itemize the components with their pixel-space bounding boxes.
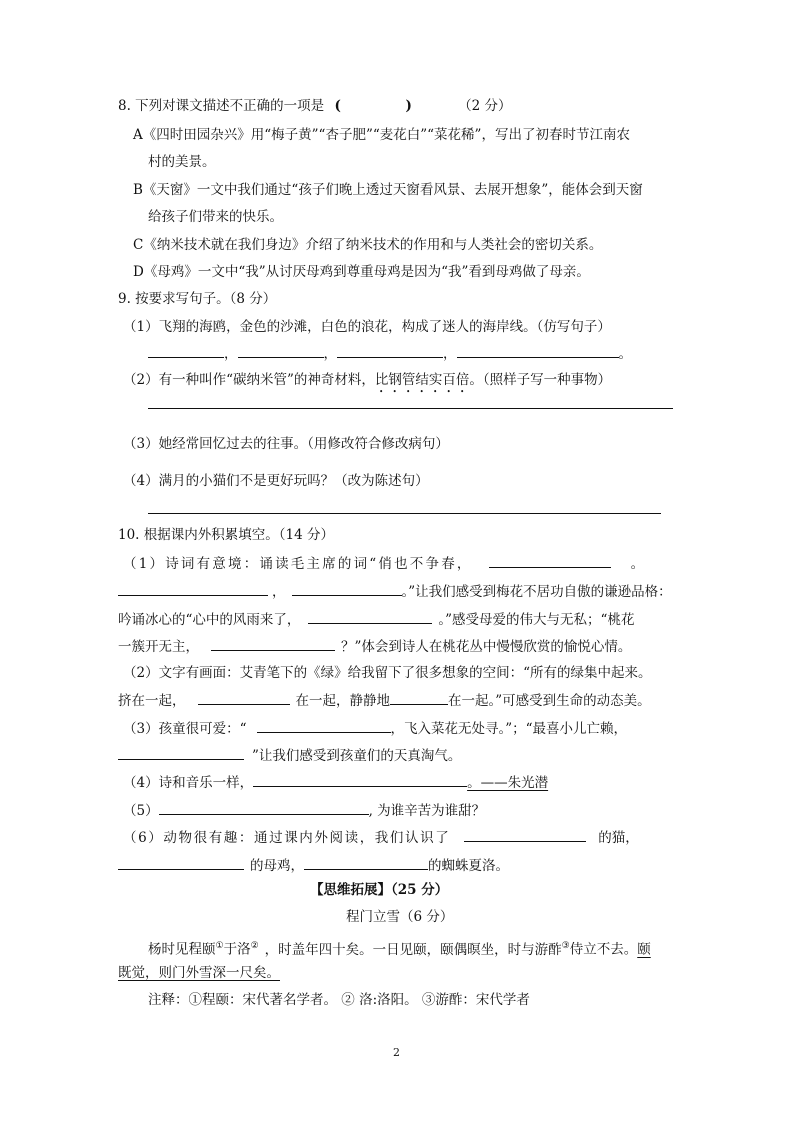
- q9-s1-comma: ，: [323, 346, 337, 362]
- q9-s1-comma: ，: [224, 346, 238, 362]
- q10-p2-blank-2[interactable]: [390, 690, 448, 705]
- q10-p3-line2: [118, 745, 461, 766]
- q9-s1-period: 。: [618, 346, 632, 362]
- q9-s1-answer-line: [148, 343, 632, 364]
- q9-s1-blank-4[interactable]: [457, 343, 619, 358]
- q8-option-d: D《母鸡》一文中“我”从讨厌母鸡到尊重母鸡是因为“我”看到母鸡做了母亲。: [133, 264, 590, 280]
- q9-s1-blank-1[interactable]: [148, 343, 224, 358]
- q10-p4-line: [123, 772, 548, 793]
- q8-option-b-line1: B《天窗》一文中我们通过“孩子们晚上透过天窗看风景、去展开想象”，能体会到天窗: [133, 182, 643, 198]
- q9-s2-prefix: （2）有一种叫作“碳纳米管”的神奇材料，: [123, 372, 375, 388]
- q9-s3-prompt: （3）她经常回忆过去的往事。（用修改符合修改病句）: [123, 436, 449, 452]
- q8-stem-line: [118, 96, 512, 116]
- q10-p5-text: （5）: [123, 803, 159, 819]
- q9-s2-answer-line[interactable]: [148, 408, 673, 409]
- q8-option-c: C《纳米技术就在我们身边》介绍了纳米技术的作用和与人类社会的密切关系。: [133, 237, 603, 253]
- page-number: 2: [393, 1046, 400, 1059]
- q9-s2-dotted-phrase: 比钢管结实百倍: [374, 372, 470, 388]
- q10-p6-text: （6）动物很有趣：通过课内外阅读，我们认识了: [123, 830, 451, 846]
- q10-p1-line1: [123, 553, 644, 574]
- q9-title: 9. 按要求写句子。（8 分）: [118, 291, 277, 307]
- q10-p3-blank-1[interactable]: [257, 718, 391, 733]
- q10-p3-text: ”让我们感受到孩童们的天真淘气。: [252, 748, 462, 764]
- footnote-marker: ①: [215, 941, 224, 951]
- q10-p6-text: 的猫，: [598, 830, 639, 846]
- q10-p1-period: 。: [630, 556, 645, 572]
- q10-p1-blank-4[interactable]: [308, 609, 432, 624]
- q8-option-a-line2: 村的美景。: [148, 154, 216, 170]
- q10-p4-blank[interactable]: [253, 772, 467, 787]
- passage-underlined-text: 既觉，则门外雪深一尺矣。: [118, 965, 280, 981]
- q10-p5-text: , 为谁辛苦为谁甜？: [368, 803, 486, 819]
- passage-line2: [118, 963, 280, 983]
- q10-p2-line2: [118, 690, 651, 711]
- q9-s1-blank-2[interactable]: [238, 343, 324, 358]
- q10-p3-text: ，飞入菜花无处寻。”；“最喜小儿亡赖，: [390, 721, 628, 737]
- q8-paren-close: ): [405, 98, 412, 114]
- q10-p1-line3: [118, 609, 634, 630]
- q10-p3-text: （3）孩童很可爱：“: [123, 721, 247, 737]
- section-title: 【思维拓展】（25 分）: [310, 882, 449, 898]
- q10-p1-comma: ，: [272, 584, 286, 600]
- q10-p1-line2: [118, 581, 672, 602]
- q9-s1-comma: ，: [443, 346, 457, 362]
- q10-p2-text: 在一起。”可感受到生命的动态美。: [448, 693, 651, 709]
- footnote-marker: ②: [250, 941, 259, 951]
- q9-s1-blank-3[interactable]: [337, 343, 443, 358]
- q8-score: （2 分）: [458, 98, 512, 114]
- q10-p1-text: 。”感受母爱的伟大与无私；“桃花: [438, 612, 635, 628]
- q10-p3-line1: [123, 718, 627, 739]
- q9-s2-prompt: [123, 370, 611, 396]
- passage-text: ，时盖年四十矣。一日见颐，颐偶暝坐，时与游酢: [264, 941, 562, 958]
- passage-notes: 注释：①程颐：宋代著名学者。 ② 洛:洛阳。 ③游酢：宋代学者: [148, 992, 530, 1008]
- q8-option-b-line2: 给孩子们带来的快乐。: [148, 209, 283, 225]
- q10-p6-blank-2[interactable]: [118, 855, 244, 870]
- q10-p3-blank-2[interactable]: [118, 745, 244, 760]
- q10-p2-line1: （2）文字有画面：艾青笔下的《绿》给我留下了很多想象的空间：“所有的绿集中起来。: [123, 665, 652, 681]
- q10-p6-text: 的蜘蛛夏洛。: [428, 858, 509, 874]
- q10-p1-blank-3[interactable]: [292, 581, 402, 596]
- passage-text: 侍立不去。: [569, 941, 638, 958]
- footnote-marker: ③: [561, 941, 570, 951]
- q8-paren-open: (: [334, 98, 341, 114]
- q10-p1-text: ？”体会到诗人在桃花丛中慢慢欣赏的愉悦心情。: [341, 639, 632, 655]
- passage-text: 杨时见程颐: [148, 941, 216, 958]
- q10-p1-text: 。”让我们感受到梅花不居功自傲的谦逊品格：: [401, 584, 672, 600]
- passage-underlined-text: 颐: [637, 941, 651, 958]
- q10-p6-blank-1[interactable]: [464, 827, 586, 842]
- q10-p2-text: 挤在一起，: [118, 693, 186, 709]
- q10-p1-blank-1[interactable]: [489, 553, 611, 568]
- q10-p1-text: 吟诵冰心的“心中的风雨来了，: [118, 612, 301, 628]
- q10-p2-blank-1[interactable]: [198, 690, 290, 705]
- q10-p6-text: 的母鸡，: [250, 858, 304, 874]
- passage-text: 于洛: [223, 941, 251, 958]
- q10-p1-blank-2[interactable]: [118, 581, 268, 596]
- q9-s4-prompt: （4）满月的小猫们不是更好玩吗？（改为陈述句）: [123, 473, 429, 489]
- q8-stem: 8. 下列对课文描述不正确的一项是: [118, 98, 325, 114]
- passage-line1: [148, 936, 651, 960]
- q9-s4-answer-line[interactable]: [148, 513, 661, 514]
- passage-title: 程门立雪（6 分）: [346, 909, 454, 925]
- q10-p1-line4: [118, 636, 631, 657]
- q10-p4-attribution: 。——朱光潜: [467, 775, 549, 791]
- q10-p1-text: （1）诗词有意境：诵读毛主席的词“俏也不争春，: [123, 556, 473, 572]
- q9-s2-suffix: 。（照样子写一种事物）: [469, 372, 612, 388]
- q10-p5-blank[interactable]: [159, 800, 369, 815]
- q10-p1-text: 一簇开无主，: [118, 639, 199, 655]
- q10-p2-text: 在一起，静静地: [295, 693, 390, 709]
- q10-p4-text: （4）诗和音乐一样，: [123, 775, 254, 791]
- q10-title: 10. 根据课内外积累填空。（14 分）: [118, 527, 334, 543]
- q10-p5-line: [123, 800, 485, 821]
- q10-p6-line1: [123, 827, 639, 848]
- q9-s1-prompt: （1）飞翔的海鸥，金色的沙滩，白色的浪花，构成了迷人的海岸线。（仿写句子）: [123, 319, 611, 335]
- q8-option-a-line1: A《四时田园杂兴》用“梅子黄”“杏子肥”“麦花白”“菜花稀”，写出了初春时节江南农: [133, 127, 630, 143]
- q10-p6-line2: [118, 855, 509, 876]
- q10-p1-blank-5[interactable]: [211, 636, 335, 651]
- q10-p6-blank-3[interactable]: [304, 855, 428, 870]
